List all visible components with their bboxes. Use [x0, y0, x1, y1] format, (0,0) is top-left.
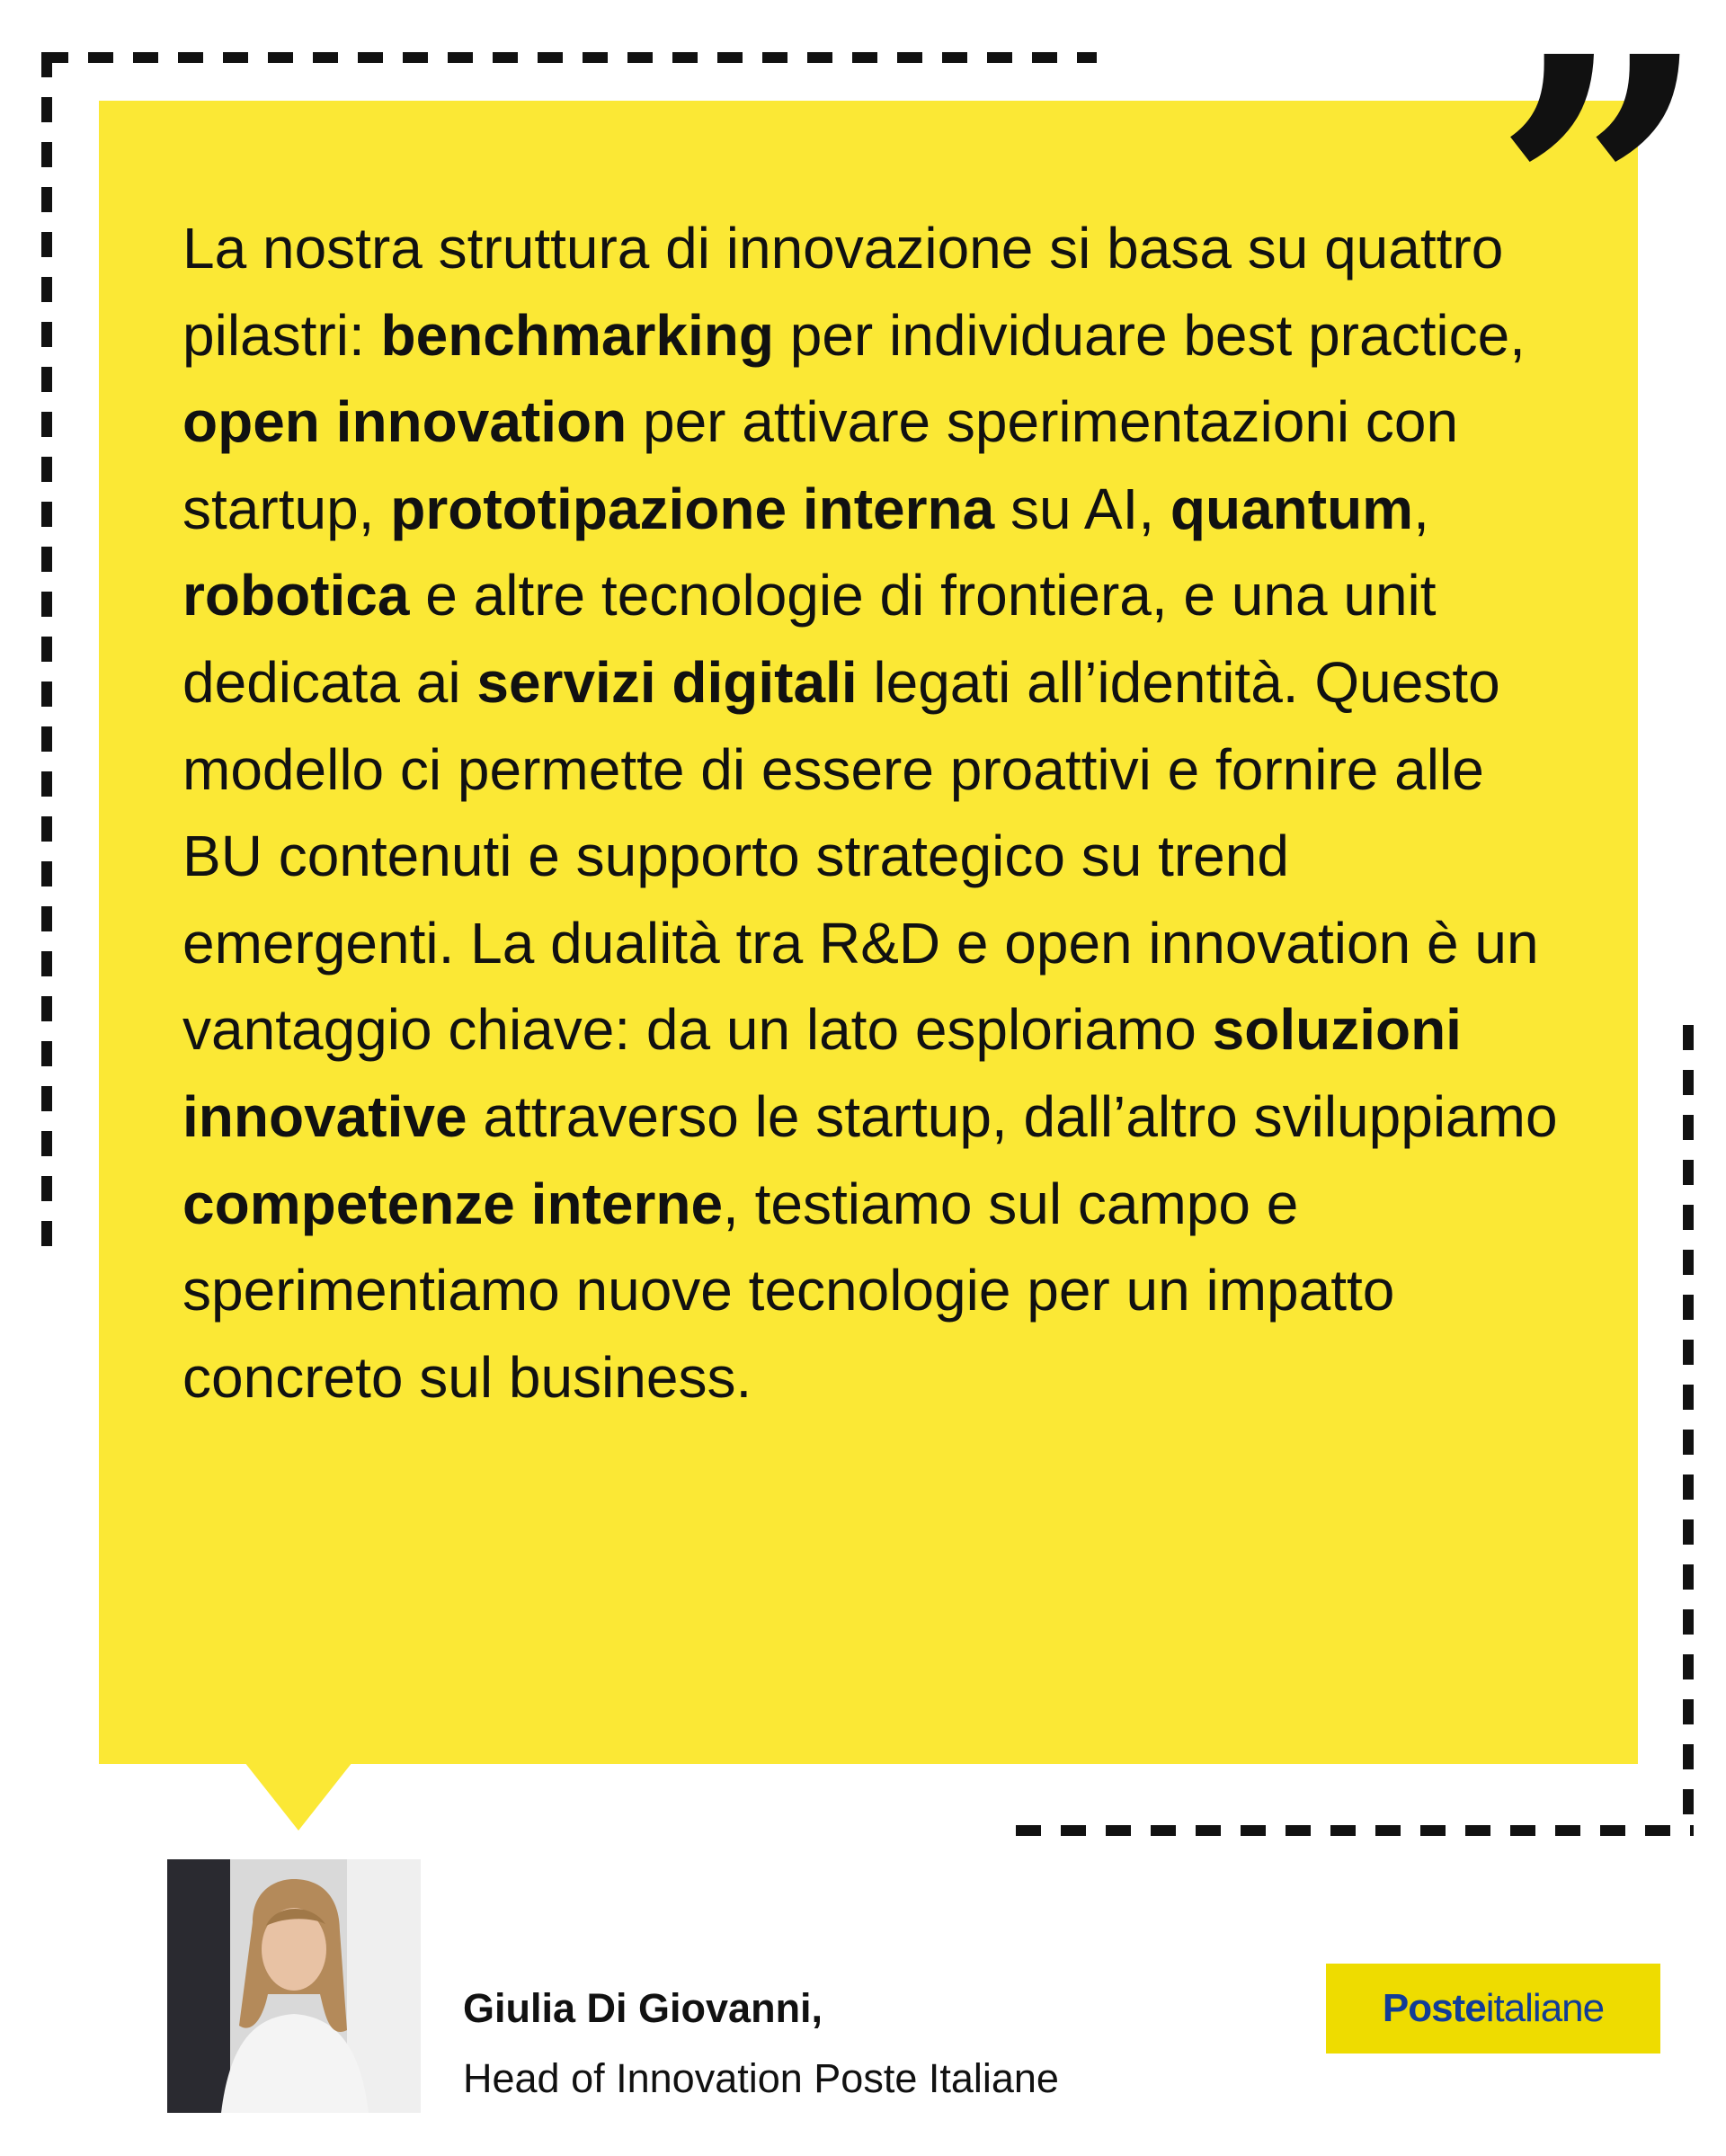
quote-highlight: robotica	[182, 563, 410, 628]
quote-highlight: benchmarking	[380, 302, 774, 368]
quote-highlight: soluzioni innovative	[182, 997, 1462, 1149]
quote-highlight: competenze interne	[182, 1171, 724, 1236]
quote-run: attraverso le startup, dall’altro sviluppiamo	[467, 1083, 1558, 1149]
quote-highlight: open innovation	[182, 389, 627, 455]
closing-quote-icon: ”	[1492, 0, 1710, 419]
quote-run: ,	[1413, 476, 1429, 541]
avatar	[167, 1859, 421, 2113]
quote-run: legati all’identità. Questo modello ci permette di essere proattivi e fornire alle BU contenuti e supporto strategico su trend emergenti. La dualità tra R&D e open innovation è un vantaggio chiave: da un lato esploriamo	[182, 649, 1539, 1063]
quote-run: , testiamo sul campo e sperimentiamo nuove tecnologie per un impatto concreto sul business.	[182, 1171, 1395, 1410]
poste-italiane-logo	[1326, 1964, 1660, 2054]
dashed-frame-bottom	[1016, 1825, 1694, 1836]
quote-run: per attivare sperimentazioni con startup,	[182, 389, 1459, 541]
dashed-frame-right	[1683, 1025, 1694, 1834]
quote-run: su AI,	[994, 476, 1170, 541]
quote-bubble-tail	[245, 1762, 352, 1831]
dashed-frame-top	[43, 52, 1097, 63]
quote-highlight: prototipazione interna	[390, 476, 995, 541]
quote-text	[182, 205, 1567, 1421]
quote-highlight: quantum	[1170, 476, 1414, 541]
quote-highlight: servizi digitali	[476, 649, 858, 715]
quote-run: La nostra struttura di innovazione si basa su quattro pilastri:	[182, 216, 1504, 368]
author-role: Head of Innovation Poste Italiane	[463, 2055, 1059, 2101]
logo-text-poste: Poste	[1382, 1986, 1486, 2030]
author-name: Giulia Di Giovanni,	[463, 1985, 823, 2031]
logo-text-italiane: italiane	[1485, 1986, 1605, 2030]
portrait-photo	[167, 1859, 421, 2113]
quote-run: per individuare best practice,	[773, 302, 1526, 368]
dashed-frame-left	[41, 52, 52, 1257]
quote-run: e altre tecnologie di frontiera, e una unit dedicata ai	[182, 563, 1437, 715]
